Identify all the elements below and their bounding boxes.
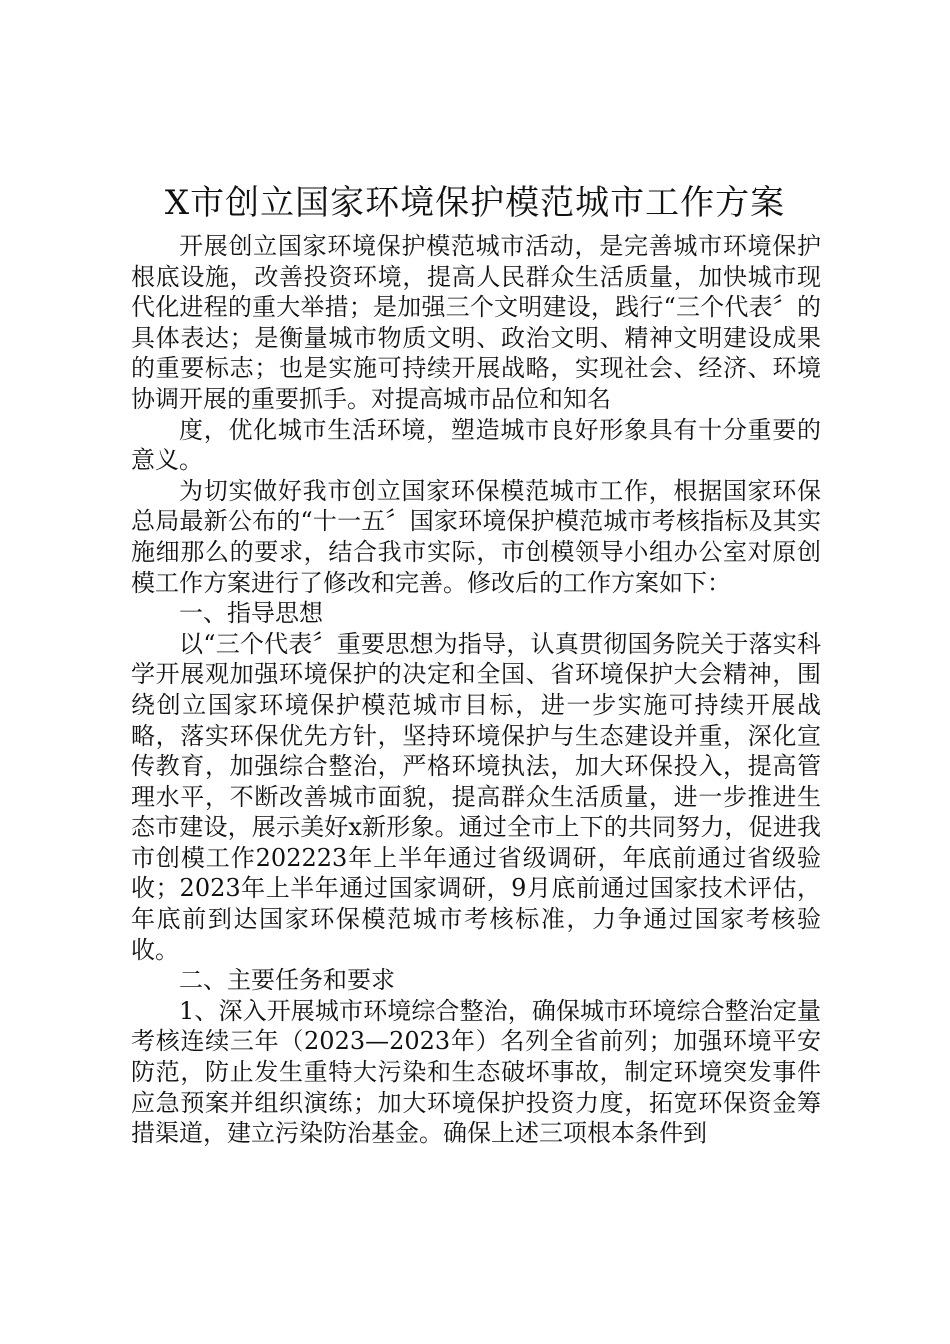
paragraph-intro-continued: 度，优化城市生活环境，塑造城市良好形象具有十分重要的意义。 bbox=[131, 415, 821, 475]
section-heading-guiding-thought: 一、指导思想 bbox=[179, 599, 323, 628]
paragraph-task-1: 1、深入开展城市环境综合整治，确保城市环境综合整治定量考核连续三年（2023—2023年）名列全省前列；加强环境平安防范，防止发生重特大污染和生态破坏事故，制定环境突发事件应急预案并组织演练；加大环境保护投资力度，拓宽环保资金筹措渠道，建立污染防治基金。确保上述三项根本条件到 bbox=[131, 996, 821, 1148]
paragraph-intro: 开展创立国家环境保护模范城市活动，是完善城市环境保护根底设施，改善投资环境，提高人民群众生活质量，加快城市现代化进程的重大举措；是加强三个文明建设，践行“三个代表〞的具体表达；是衡量城市物质文明、政治文明、精神文明建设成果的重要标志；也是实施可持续开展战略，实现社会、经济、环境协调开展的重要抓手。对提高城市品位和知名 bbox=[131, 232, 821, 413]
paragraph-purpose: 为切实做好我市创立国家环保模范城市工作，根据国家环保总局最新公布的“十一五〞国家环境保护模范城市考核指标及其实施细那么的要求，结合我市实际，市创模领导小组办公室对原创模工作方案进行了修改和完善。修改后的工作方案如下： bbox=[131, 476, 821, 597]
paragraph-guiding-thought: 以“三个代表〞重要思想为指导，认真贯彻国务院关于落实科学开展观加强环境保护的决定和全国、省环境保护大会精神，围绕创立国家环境保护模范城市目标，进一步实施可持续开展战略，落实环保优先方针，坚持环境保护与生态建设并重，深化宣传教育，加强综合整治，严格环境执法，加大环保投入，提高管理水平，不断改善城市面貌，提高群众生活质量，进一步推进生态市建设，展示美好x新形象。通过全市上下的共同努力，促进我市创模工作202223年上半年通过省级调研，年底前通过省级验收；2023年上半年通过国家调研，9月底前通过国家技术评估，年底前到达国家环保模范城市考核标准，力争通过国家考核验收。 bbox=[131, 629, 821, 964]
section-heading-main-tasks: 二、主要任务和要求 bbox=[179, 966, 395, 995]
document-body bbox=[131, 231, 821, 1149]
document-title: X市创立国家环境保护模范城市工作方案 bbox=[164, 183, 786, 223]
